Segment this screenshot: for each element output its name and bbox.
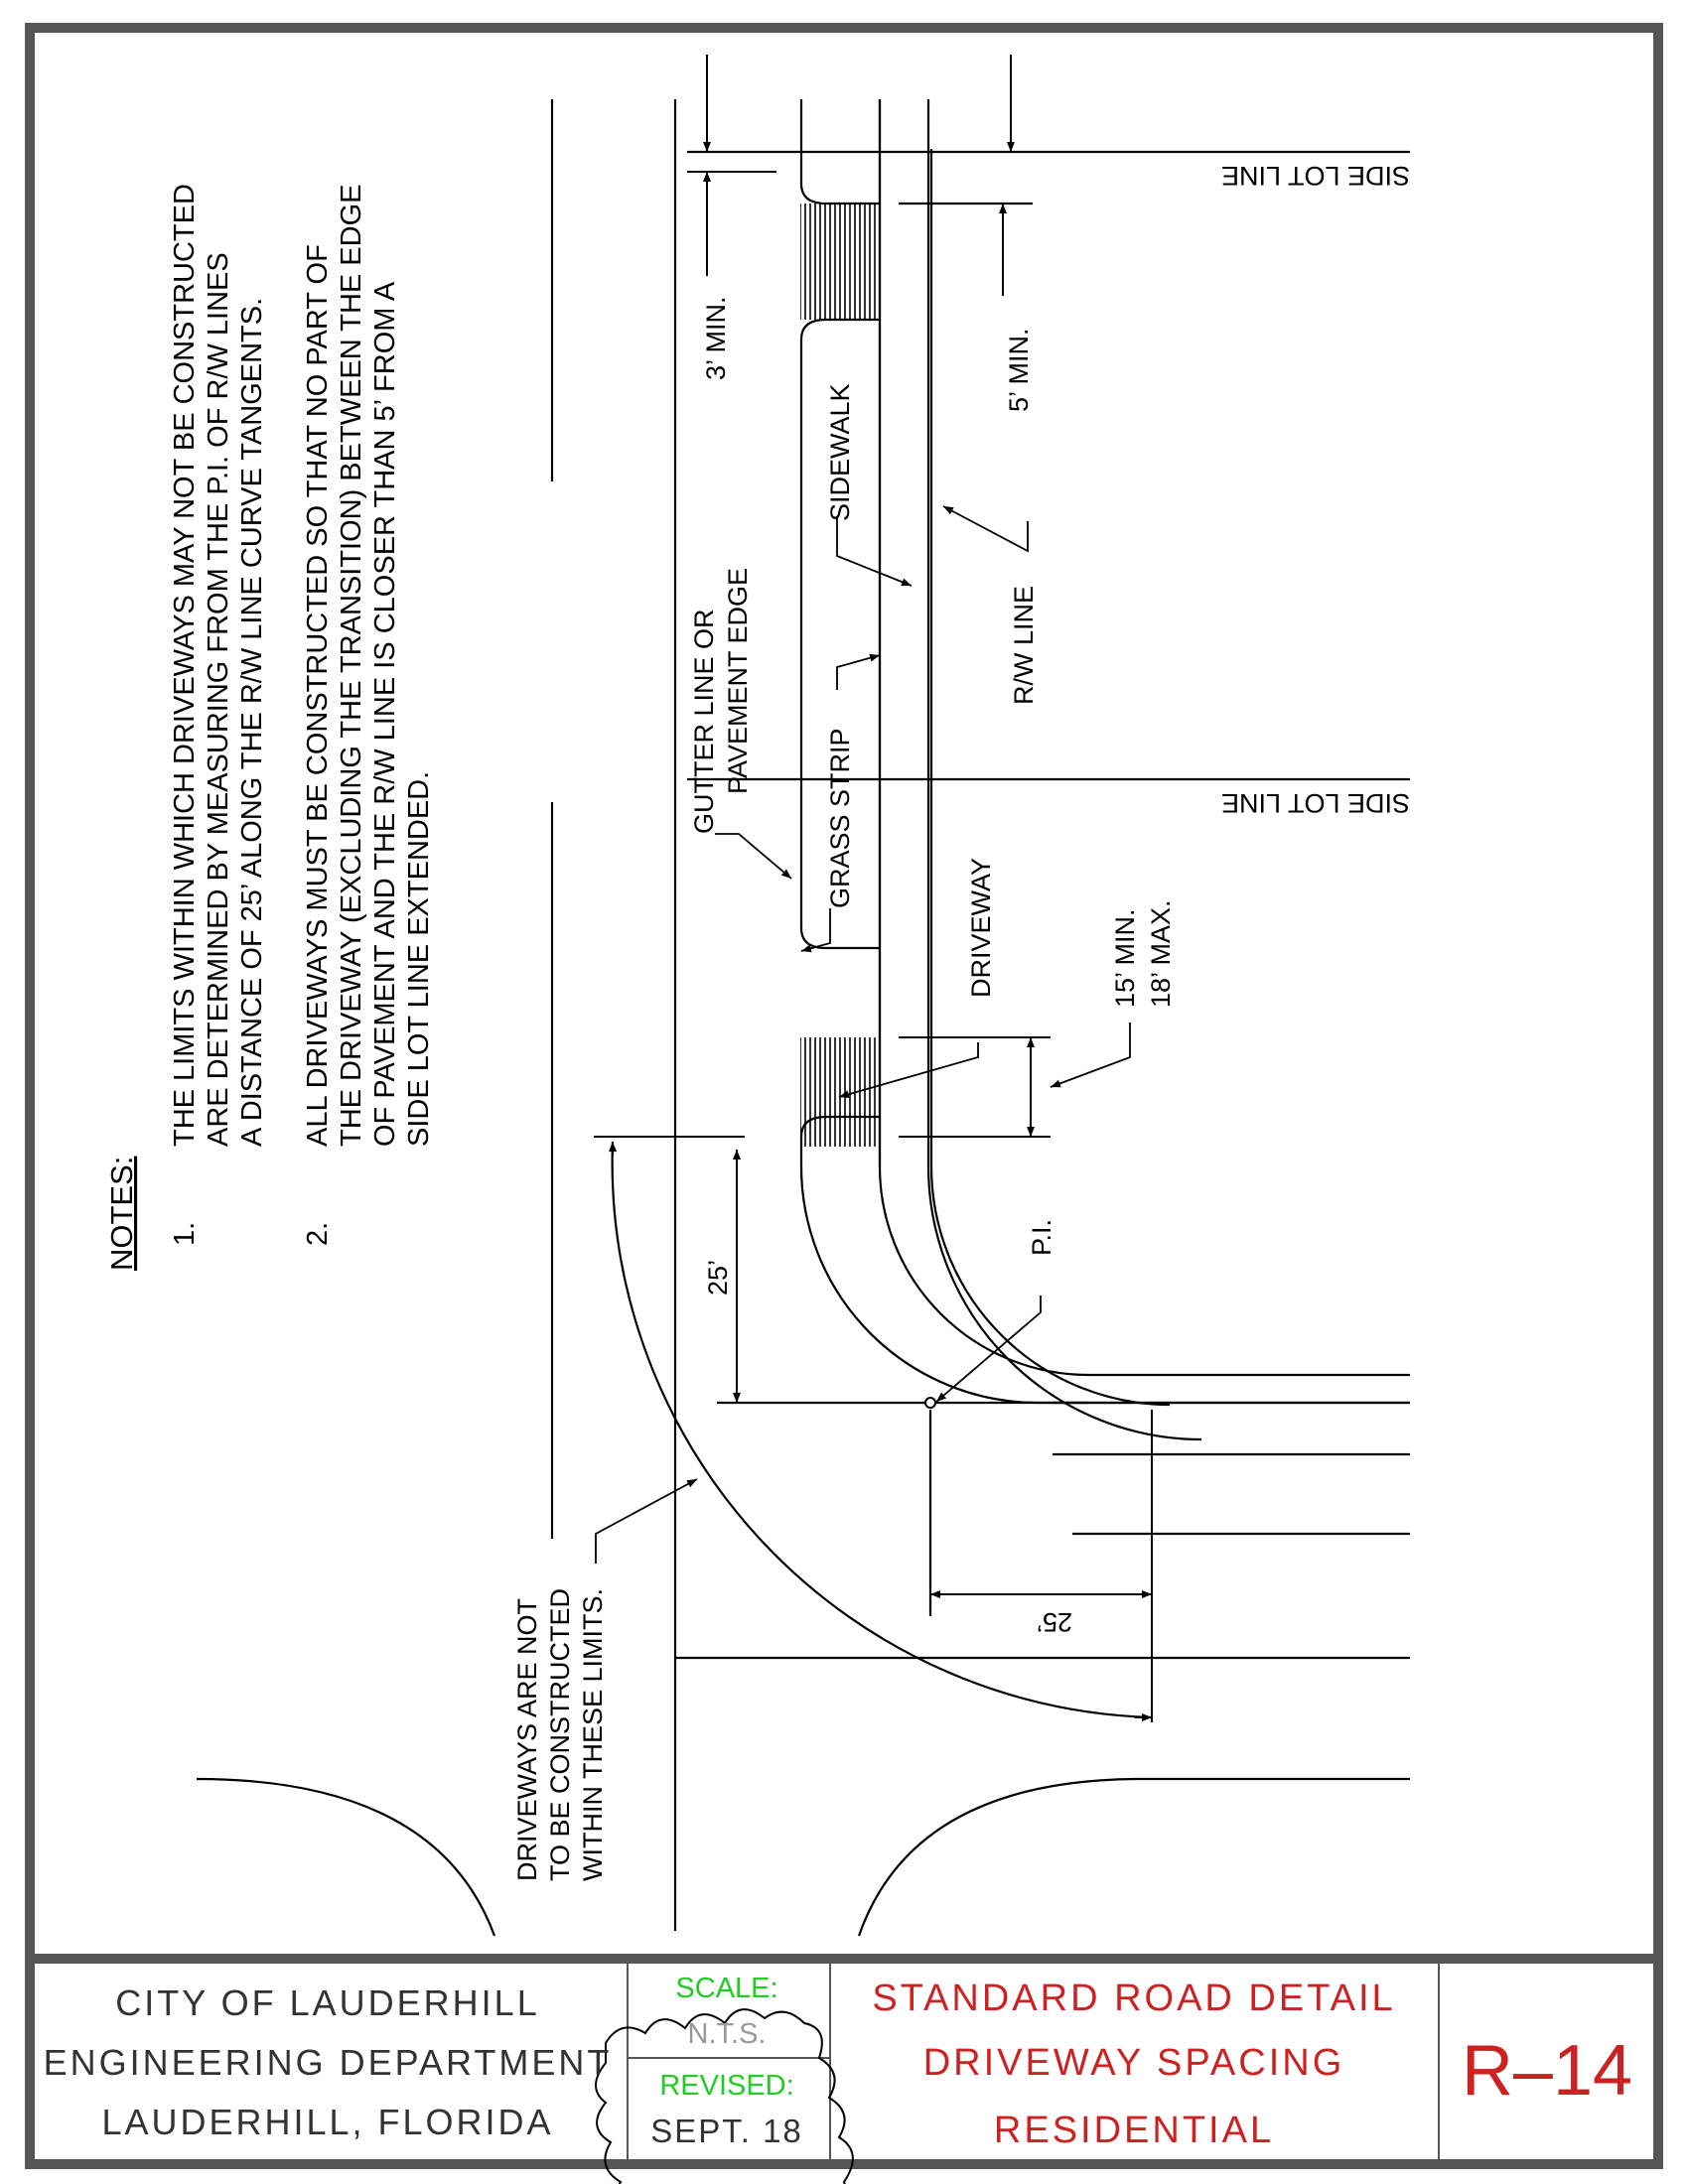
scale-label: SCALE:: [675, 1973, 778, 2004]
notes-heading: NOTES:: [104, 1156, 139, 1271]
note-1-line-2: ARE DETERMINED BY MEASURING FROM THE P.I. OF R/W LINES: [203, 252, 234, 1147]
label-sidewalk: SIDEWALK: [825, 383, 855, 521]
title-line-2: DRIVEWAY SPACING: [922, 2042, 1345, 2084]
note-2-line-1: ALL DRIVEWAYS MUST BE CONSTRUCTED SO THAT NO PART OF: [302, 244, 334, 1147]
driveway-hatch-bottom: [800, 1037, 880, 1147]
note-1-line-1: THE LIMITS WITHIN WHICH DRIVEWAYS MAY NOT BE CONSTRUCTED: [169, 184, 201, 1147]
label-pi: P.I.: [1027, 1218, 1056, 1256]
driveway-hatch-top: [800, 204, 880, 320]
revised-label: REVISED:: [659, 2070, 794, 2102]
org-line-3: LAUDERHILL, FLORIDA: [101, 2102, 554, 2142]
pi-point: [925, 1398, 935, 1408]
title-block: [44, 1964, 1632, 2184]
label-rw-line: R/W LINE: [1009, 585, 1039, 705]
label-limits-3: WITHIN THESE LIMITS.: [578, 1587, 608, 1881]
scale-value: N.T.S.: [687, 2018, 767, 2050]
note-2-line-2: THE DRIVEWAY (EXCLUDING THE TRANSITION) BETWEEN THE EDGE: [336, 184, 367, 1147]
title-line-3: RESIDENTIAL: [993, 2110, 1275, 2151]
label-drive-width-2: 18’ MAX.: [1146, 899, 1176, 1008]
label-limits-2: TO BE CONSTRUCTED: [545, 1587, 575, 1881]
label-grass-strip: GRASS STRIP: [825, 728, 855, 908]
label-three-min: 3’ MIN.: [701, 296, 731, 380]
note-2-line-4: SIDE LOT LINE EXTENDED.: [403, 770, 435, 1147]
label-side-lot-line-mid: SIDE LOT LINE: [1220, 788, 1410, 818]
notes-block: [104, 184, 435, 1271]
sheet-number: R–14: [1461, 2031, 1633, 2111]
revised-value: SEPT. 18: [650, 2113, 803, 2149]
note-2-number: 2.: [302, 1221, 334, 1246]
note-1-number: 1.: [169, 1221, 201, 1246]
org-line-2: ENGINEERING DEPARTMENT: [43, 2042, 613, 2083]
note-2-line-3: OF PAVEMENT AND THE R/W LINE IS CLOSER THAN 5’ FROM A: [369, 281, 401, 1147]
label-limits-1: DRIVEWAYS ARE NOT: [512, 1597, 542, 1881]
side-lot-lines: [687, 152, 1410, 779]
label-gutter-line-1: GUTTER LINE OR: [689, 609, 719, 834]
title-line-1: STANDARD ROAD DETAIL: [872, 1978, 1396, 2019]
label-five-min: 5’ MIN.: [1004, 328, 1034, 412]
label-25-left: 25’: [703, 1259, 733, 1296]
label-side-lot-line-top: SIDE LOT LINE: [1220, 161, 1410, 191]
label-driveway: DRIVEWAY: [966, 857, 996, 998]
label-drive-width-1: 15’ MIN.: [1110, 908, 1140, 1008]
org-line-1: CITY OF LAUDERHILL: [115, 1982, 540, 2023]
label-gutter-line-2: PAVEMENT EDGE: [723, 567, 753, 794]
label-25-bottom: 25’: [1036, 1607, 1072, 1637]
note-1-line-3: A DISTANCE OF 25’ ALONG THE R/W LINE CURVE TANGENTS.: [236, 297, 268, 1147]
